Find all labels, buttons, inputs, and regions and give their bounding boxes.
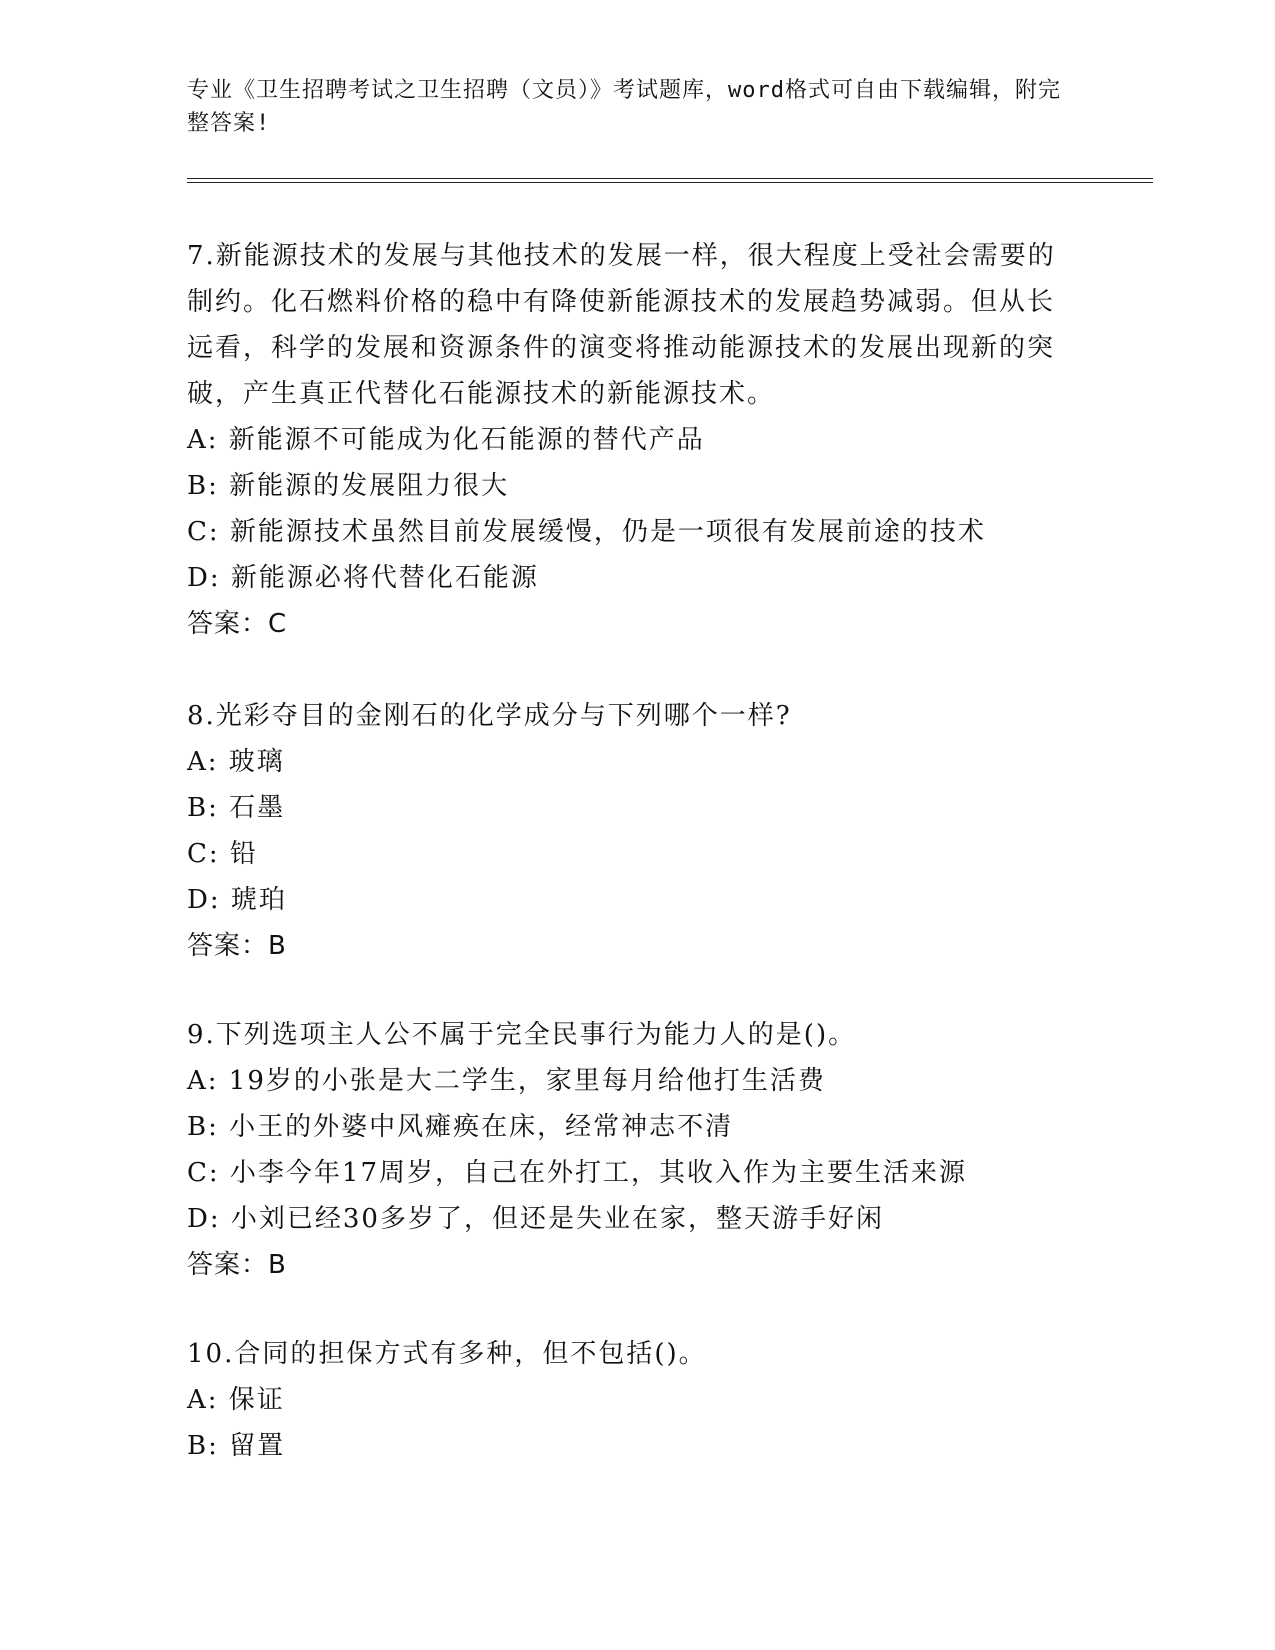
option-b: B: 小王的外婆中风瘫痪在床，经常神志不清 [187,1112,734,1142]
document-header: 专业《卫生招聘考试之卫生招聘（文员）》考试题库，word格式可自由下载编辑，附完整答案! [187,78,1061,136]
question-stem: 7.新能源技术的发展与其他技术的发展一样，很大程度上受社会需要的制约。化石燃料价格的稳中有降使新能源技术的发展趋势减弱。但从长远看，科学的发展和资源条件的演变将推动能源技术的发展出现新的突破，产生真正代替化石能源技术的新能源技术。 [187,241,1056,409]
option-a: A: 玻璃 [187,747,285,777]
option-d: D: 小刘已经30多岁了，但还是失业在家，整天游手好闲 [187,1204,884,1234]
option-b: B: 新能源的发展阻力很大 [187,471,510,501]
option-a: A: 19岁的小张是大二学生，家里每月给他打生活费 [187,1066,826,1096]
option-b: B: 石墨 [187,793,286,823]
question-stem: 9.下列选项主人公不属于完全民事行为能力人的是()。 [187,1020,857,1050]
option-b: B: 留置 [187,1431,286,1461]
question-stem: 8.光彩夺目的金刚石的化学成分与下列哪个一样? [187,701,792,731]
question-8 [187,693,1067,969]
question-7 [187,233,1067,647]
option-a: A: 新能源不可能成为化石能源的替代产品 [187,425,705,455]
option-c: C: 小李今年17周岁，自己在外打工，其收入作为主要生活来源 [187,1158,968,1188]
option-c: C: 铅 [187,839,258,869]
answer: 答案：B [187,1250,287,1280]
option-d: D: 琥珀 [187,885,287,915]
option-d: D: 新能源必将代替化石能源 [187,563,539,593]
option-a: A: 保证 [187,1385,285,1415]
header-divider-bottom [187,182,1153,183]
answer: 答案：C [187,609,288,639]
answer: 答案：B [187,931,287,961]
question-stem: 10.合同的担保方式有多种，但不包括()。 [187,1339,707,1369]
option-c: C: 新能源技术虽然目前发展缓慢，仍是一项很有发展前途的技术 [187,517,986,547]
question-10 [187,1331,1067,1469]
question-9 [187,1012,1067,1288]
header-divider-top [187,178,1153,179]
